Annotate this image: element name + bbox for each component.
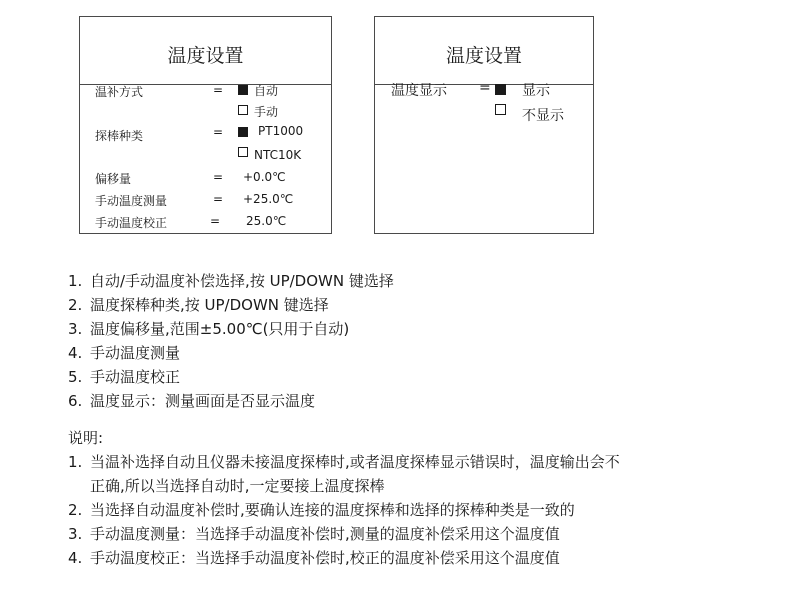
- list-item: [68, 294, 329, 315]
- equals-sign: =: [210, 214, 221, 228]
- display-on-option: 显示: [522, 83, 550, 99]
- manual-measure-value[interactable]: +25.0℃: [243, 192, 294, 206]
- temperature-settings-panel: [79, 16, 332, 234]
- probe-ntc10k-option: NTC10K: [254, 148, 302, 162]
- equals-sign: =: [479, 80, 491, 96]
- equals-sign: =: [213, 170, 224, 184]
- item-text: 温度显示：测量画面是否显示温度: [90, 392, 316, 410]
- notes-heading: 说明:: [68, 429, 104, 447]
- item-number: 2.: [68, 296, 83, 314]
- probe-pt1000-checkbox[interactable]: [238, 127, 248, 137]
- note-text: 手动温度测量：当选择手动温度补偿时,测量的温度补偿采用这个温度值: [90, 525, 560, 543]
- manual-measure-label: 手动温度测量: [95, 194, 168, 208]
- item-text: 温度探棒种类,按 UP/DOWN 键选择: [90, 296, 329, 314]
- item-text: 温度偏移量,范围±5.00℃(只用于自动): [90, 320, 350, 338]
- comp-auto-checkbox[interactable]: [238, 85, 248, 95]
- note-text: 手动温度校正：当选择手动温度补偿时,校正的温度补偿采用这个温度值: [90, 549, 560, 567]
- list-item: [68, 390, 315, 411]
- note-number: 2.: [68, 501, 83, 519]
- comp-manual-option: 手动: [254, 105, 279, 119]
- note-item: [68, 451, 620, 472]
- manual-calibration-label: 手动温度校正: [95, 216, 168, 230]
- list-item: [68, 342, 180, 363]
- temperature-display-panel: [374, 16, 594, 234]
- item-number: 5.: [68, 368, 83, 386]
- item-text: 自动/手动温度补偿选择,按 UP/DOWN 键选择: [90, 272, 394, 290]
- comp-mode-label: 温补方式: [95, 85, 144, 99]
- panel-title: 温度设置: [167, 45, 244, 67]
- item-number: 6.: [68, 392, 83, 410]
- item-number: 3.: [68, 320, 83, 338]
- equals-sign: =: [213, 125, 224, 139]
- note-item: [68, 499, 575, 520]
- note-number: 4.: [68, 549, 83, 567]
- display-off-checkbox[interactable]: [495, 104, 506, 115]
- item-text: 手动温度测量: [90, 344, 181, 362]
- note-item: [68, 523, 560, 544]
- note-number: 3.: [68, 525, 83, 543]
- note-item: [68, 547, 560, 568]
- probe-pt1000-option: PT1000: [258, 124, 304, 138]
- offset-label: 偏移量: [95, 172, 132, 186]
- offset-value[interactable]: +0.0℃: [243, 170, 286, 184]
- probe-type-label: 探棒种类: [95, 129, 144, 143]
- list-item: [68, 270, 394, 291]
- temperature-display-label: 温度显示: [391, 83, 447, 99]
- note-number: 1.: [68, 453, 83, 471]
- list-item: [68, 318, 349, 339]
- note-text: 当选择自动温度补偿时,要确认连接的温度探棒和选择的探棒种类是一致的: [90, 501, 575, 519]
- item-number: 4.: [68, 344, 83, 362]
- comp-auto-option: 自动: [254, 84, 279, 98]
- note-text: 当温补选择自动且仪器未接温度探棒时,或者温度探棒显示错误时，温度输出会不: [90, 453, 620, 471]
- comp-manual-checkbox[interactable]: [238, 105, 248, 115]
- panel-title: 温度设置: [445, 45, 522, 67]
- probe-ntc10k-checkbox[interactable]: [238, 147, 248, 157]
- equals-sign: =: [213, 83, 224, 97]
- item-text: 手动温度校正: [90, 368, 181, 386]
- note-continuation: 正确,所以当选择自动时,一定要接上温度探棒: [90, 477, 385, 495]
- equals-sign: =: [213, 192, 224, 206]
- manual-calibration-value[interactable]: 25.0℃: [246, 214, 287, 228]
- display-off-option: 不显示: [522, 108, 564, 124]
- list-item: [68, 366, 180, 387]
- display-on-checkbox[interactable]: [495, 84, 506, 95]
- item-number: 1.: [68, 272, 83, 290]
